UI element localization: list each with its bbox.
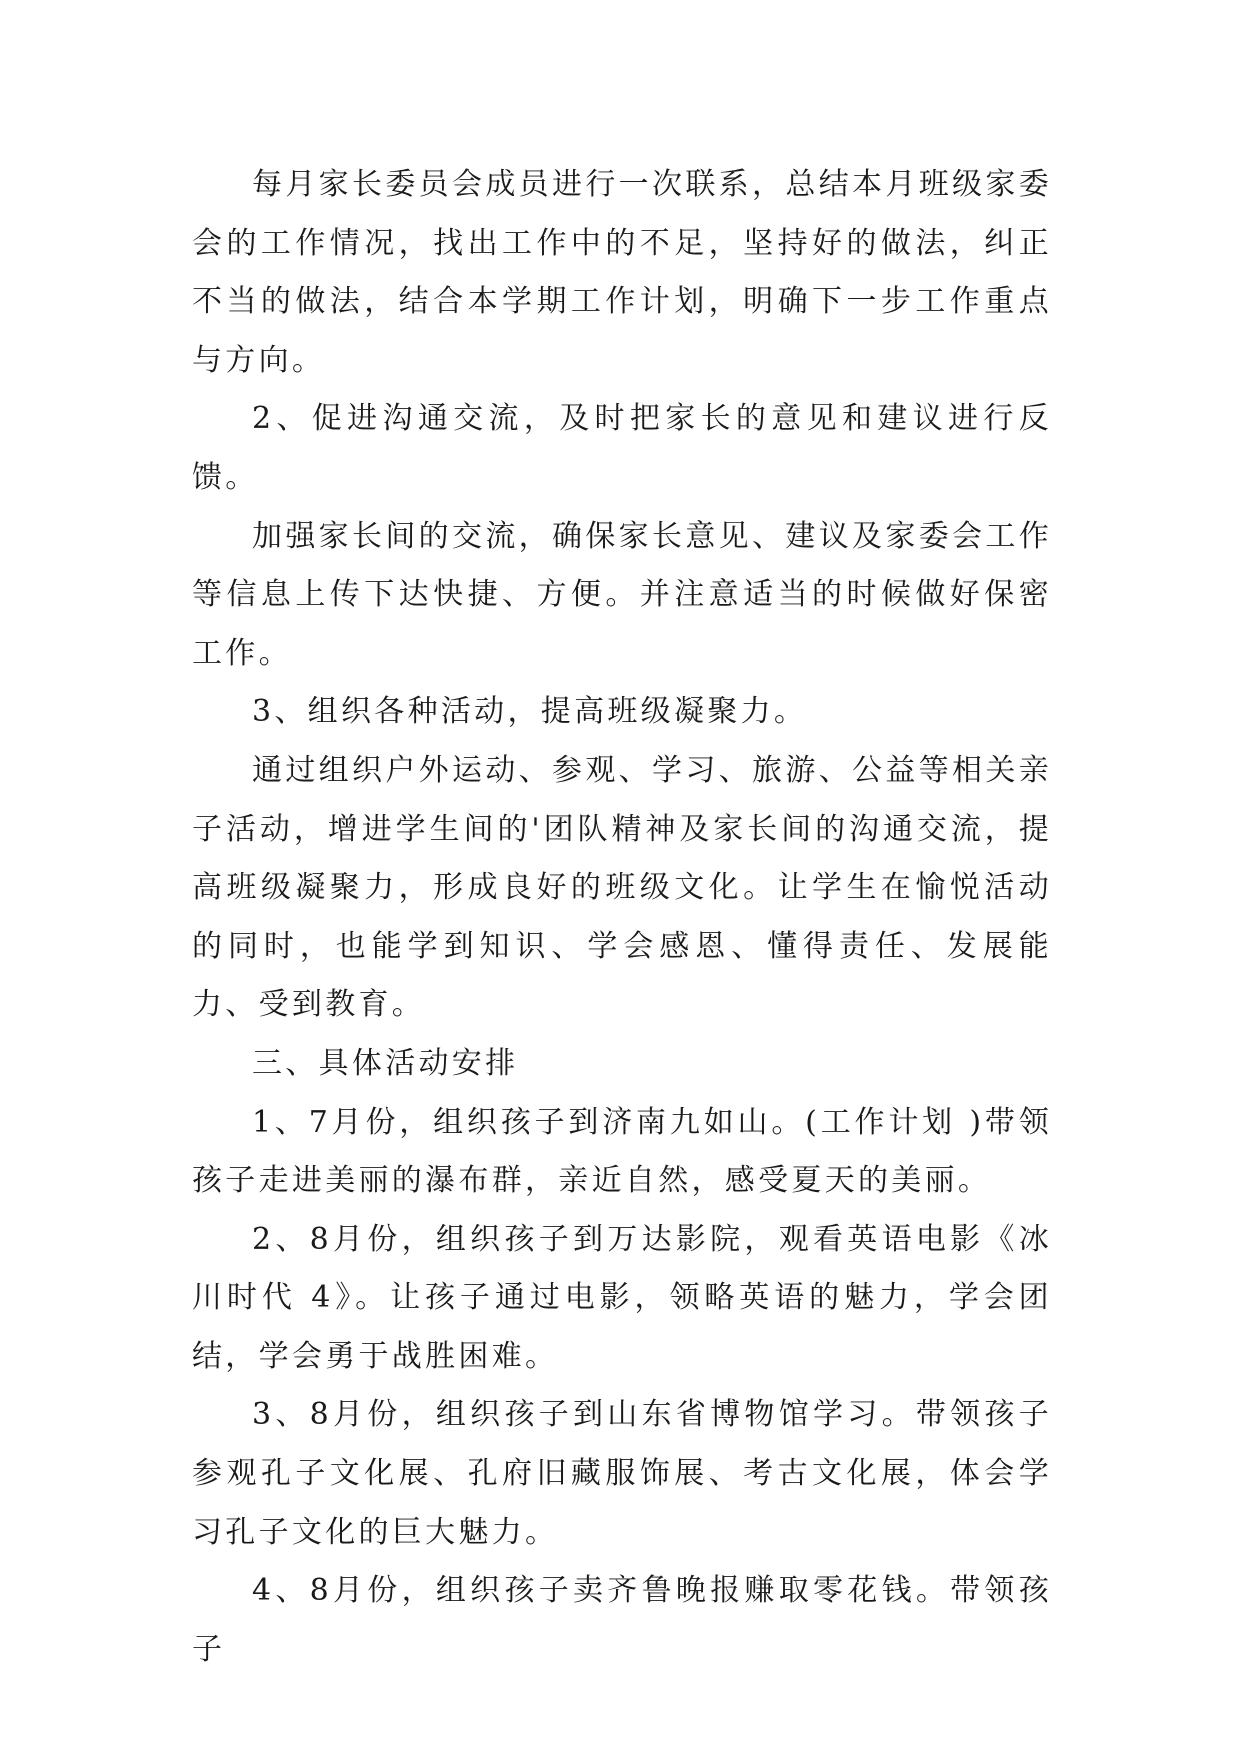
paragraph-monthly-contact: 每月家长委员会成员进行一次联系，总结本月班级家委会的工作情况，找出工作中的不足，坚持好的做法，纠正不当的做法，结合本学期工作计划，明确下一步工作重点与方向。 bbox=[192, 167, 1052, 378]
paragraph-schedule-august-museum: 3、8月份，组织孩子到山东省博物馆学习。带领孩子参观孔子文化展、孔府旧藏服饰展、考古文化展，体会学习孔子文化的巨大魅力。 bbox=[192, 1397, 1052, 1550]
section-heading-schedule: 三、具体活动安排 bbox=[252, 1045, 519, 1081]
paragraph-activities-detail: 通过组织户外运动、参观、学习、旅游、公益等相关亲子活动，增进学生间的'团队精神及家长间的沟通交流，提高班级凝聚力，形成良好的班级文化。让学生在愉悦活动的同时，也能学到知识、学会感恩、懂得责任、发展能力、受到教育。 bbox=[192, 752, 1052, 1023]
paragraph-communication-detail: 加强家长间的交流，确保家长意见、建议及家委会工作等信息上传下达快捷、方便。并注意适当的时候做好保密工作。 bbox=[192, 518, 1052, 671]
paragraph-schedule-august-cinema: 2、8月份，组织孩子到万达影院，观看英语电影《冰川时代 4》。让孩子通过电影，领略英语的魅力，学会团结，学会勇于战胜困难。 bbox=[192, 1221, 1052, 1374]
paragraph-heading-communication: 2、促进沟通交流，及时把家长的意见和建议进行反馈。 bbox=[192, 401, 1052, 495]
paragraph-heading-activities: 3、组织各种活动，提高班级凝聚力。 bbox=[252, 694, 808, 730]
paragraph-schedule-august-newspaper: 4、8月份，组织孩子卖齐鲁晚报赚取零花钱。带领孩子 bbox=[192, 1573, 1052, 1667]
paragraph-schedule-july: 1、7月份，组织孩子到济南九如山。(工作计划 )带领孩子走进美丽的瀑布群，亲近自然，感受夏天的美丽。 bbox=[192, 1104, 1052, 1199]
document-body bbox=[192, 156, 1052, 1679]
